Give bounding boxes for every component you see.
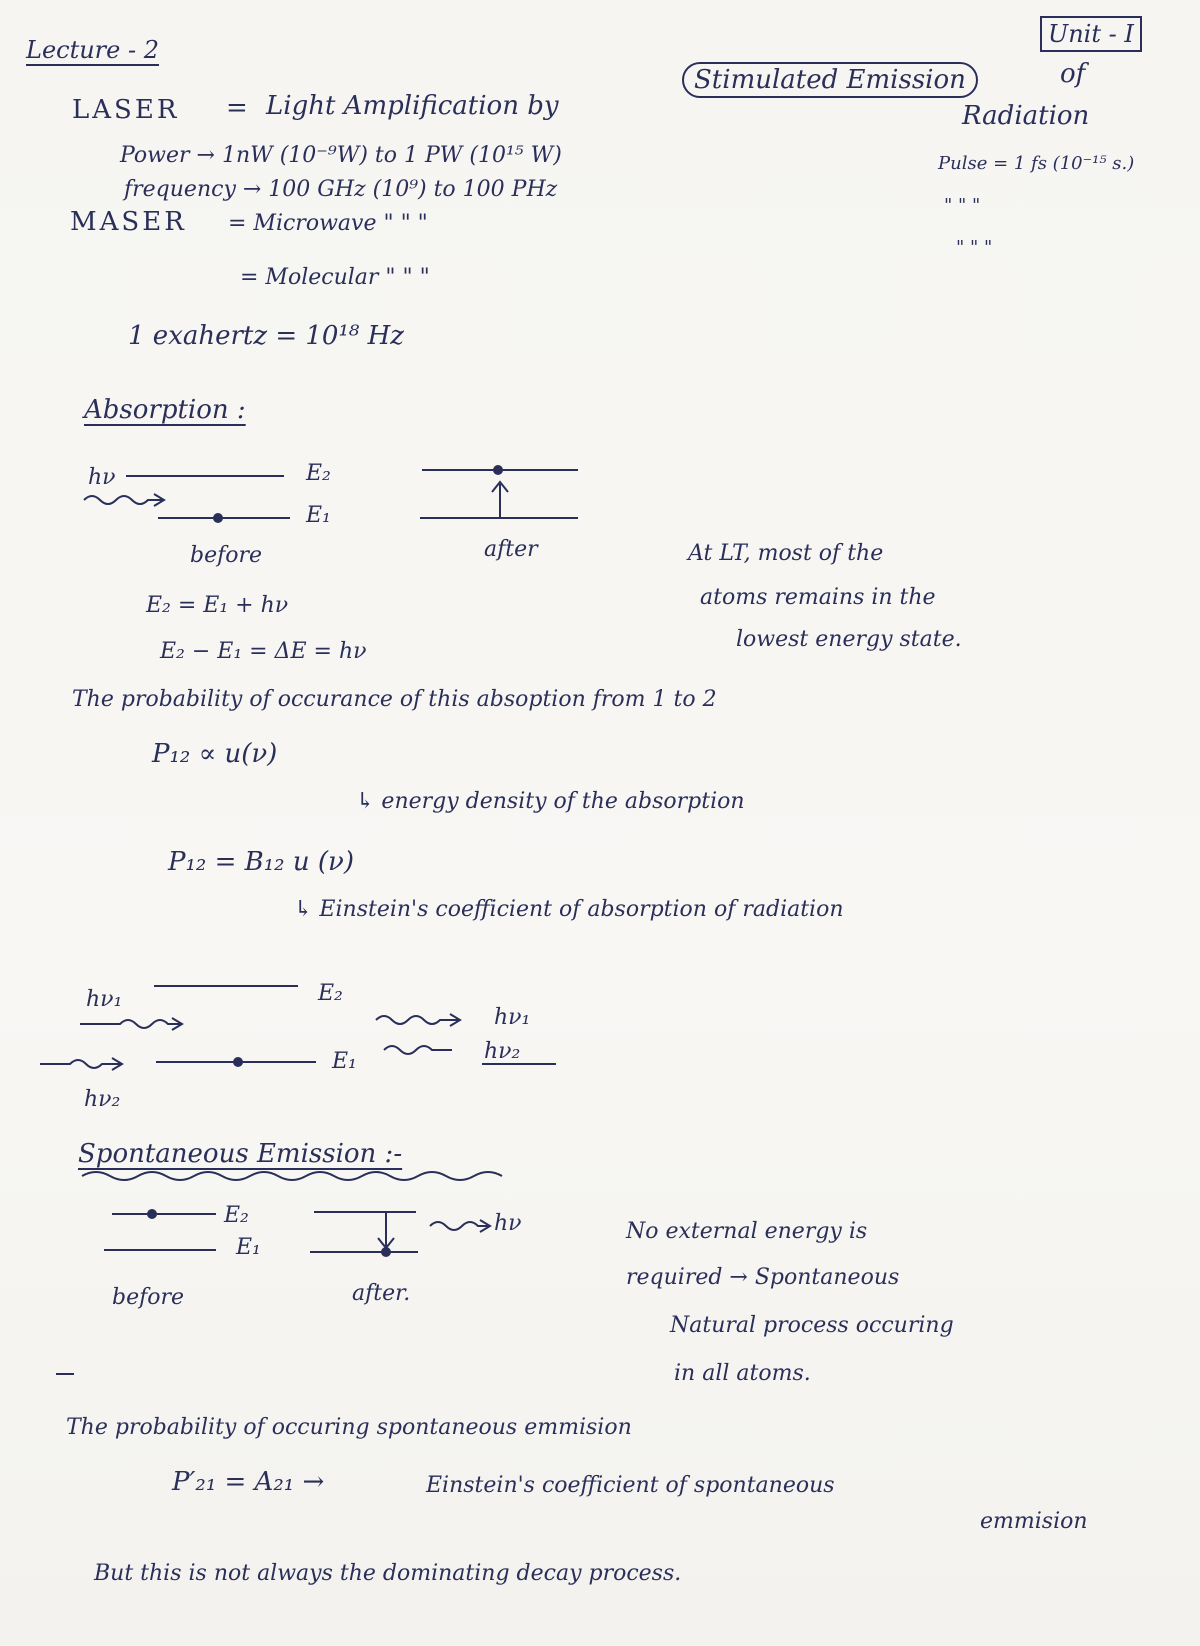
stimulated-out-hv1: hν₁ <box>494 1005 531 1030</box>
pulse-value: Pulse = 1 fs (10⁻¹⁵ s.) <box>938 153 1135 174</box>
absorption-energy-density: ↳ energy density of the absorption <box>356 789 745 814</box>
spontaneous-einstein1: Einstein's coefficient of spontaneous <box>426 1473 835 1498</box>
absorption-title: Absorption : <box>84 395 246 425</box>
absorption-note3: lowest energy state. <box>736 627 962 652</box>
absorption-after-atom <box>493 465 503 475</box>
power-range: Power → 1nW (10⁻⁹W) to 1 PW (10¹⁵ W) <box>120 143 562 168</box>
laser-def-c: Radiation <box>962 101 1090 131</box>
stimulated-incoming-hv2 <box>40 1058 122 1070</box>
spontaneous-e1: E₁ <box>236 1235 261 1260</box>
absorption-before: before <box>190 543 263 568</box>
maser-ditto-right1: " " " <box>956 237 993 258</box>
absorption-p12-eq: P₁₂ = B₁₂ u (ν) <box>168 847 354 877</box>
absorption-e2: E₂ <box>306 461 331 486</box>
stimulated-hv1: hν₁ <box>86 987 123 1012</box>
stimulated-outgoing-wave1 <box>376 1014 460 1026</box>
absorption-e1: E₁ <box>306 503 331 528</box>
laser-term: LASER <box>72 95 180 125</box>
stimulated-hv2: hν₂ <box>84 1087 121 1112</box>
spontaneous-p21: P′₂₁ = A₂₁ → <box>172 1467 325 1497</box>
stimulated-e2: E₂ <box>318 981 343 1006</box>
stimulated-out-hv2: hν₂ <box>484 1039 521 1064</box>
ditto-row1: " " " <box>944 195 981 216</box>
absorption-einstein: ↳ Einstein's coefficient of absorption of radiation <box>294 897 844 922</box>
absorption-prob-line: The probability of occurance of this absoption from 1 to 2 <box>72 687 717 712</box>
stimulated-incoming-hv1 <box>80 1018 182 1030</box>
laser-eq: = <box>226 93 248 123</box>
absorption-before-atom <box>213 513 223 523</box>
laser-def-a: Light Amplification by <box>266 91 559 121</box>
spontaneous-note3: Natural process occuring <box>670 1313 954 1338</box>
maser-term: MASER <box>70 207 187 237</box>
stimulated-e1: E₁ <box>332 1049 357 1074</box>
frequency-range: frequency → 100 GHz (10⁹) to 100 PHz <box>124 177 558 202</box>
maser-microwave: = Microwave " " " <box>228 211 428 236</box>
exahertz-def: 1 exahertz = 10¹⁸ Hz <box>128 321 404 351</box>
maser-molecular: = Molecular " " " <box>240 265 430 290</box>
stimulated-atom <box>233 1057 243 1067</box>
absorption-note1: At LT, most of the <box>688 541 884 566</box>
spontaneous-title-wavy-underline <box>82 1172 502 1180</box>
stimulated-outgoing-wave2 <box>384 1046 452 1054</box>
spontaneous-before-atom <box>147 1209 157 1219</box>
spontaneous-note2: required → Spontaneous <box>626 1265 900 1290</box>
lecture-title: Lecture - 2 <box>26 36 159 64</box>
absorption-note2: atoms remains in the <box>700 585 936 610</box>
spontaneous-after: after. <box>352 1281 411 1306</box>
absorption-hv: hν <box>88 465 116 490</box>
spontaneous-emitted-wave <box>430 1220 490 1232</box>
absorption-photon-wave <box>84 494 164 506</box>
spontaneous-final: But this is not always the dominating decay process. <box>94 1561 682 1586</box>
absorption-eq2: E₂ − E₁ = ΔE = hν <box>160 639 367 664</box>
spontaneous-e2: E₂ <box>224 1203 249 1228</box>
unit-label: Unit - I <box>1040 16 1142 52</box>
absorption-p12-prop: P₁₂ ∝ u(ν) <box>152 739 278 769</box>
spontaneous-after-atom <box>381 1247 391 1257</box>
spontaneous-prob-line: The probability of occuring spontaneous emmision <box>66 1415 632 1440</box>
absorption-after: after <box>484 537 538 562</box>
spontaneous-title: Spontaneous Emission :- <box>78 1139 403 1169</box>
spontaneous-note1: No external energy is <box>626 1219 868 1244</box>
laser-def-b: of <box>1060 59 1086 89</box>
spontaneous-before: before <box>112 1285 185 1310</box>
absorption-eq1: E₂ = E₁ + hν <box>146 593 289 618</box>
laser-def-circled: Stimulated Emission <box>682 62 978 98</box>
spontaneous-einstein2: emmision <box>980 1509 1088 1534</box>
spontaneous-note4: in all atoms. <box>674 1361 811 1386</box>
spontaneous-hv: hν <box>494 1211 522 1236</box>
